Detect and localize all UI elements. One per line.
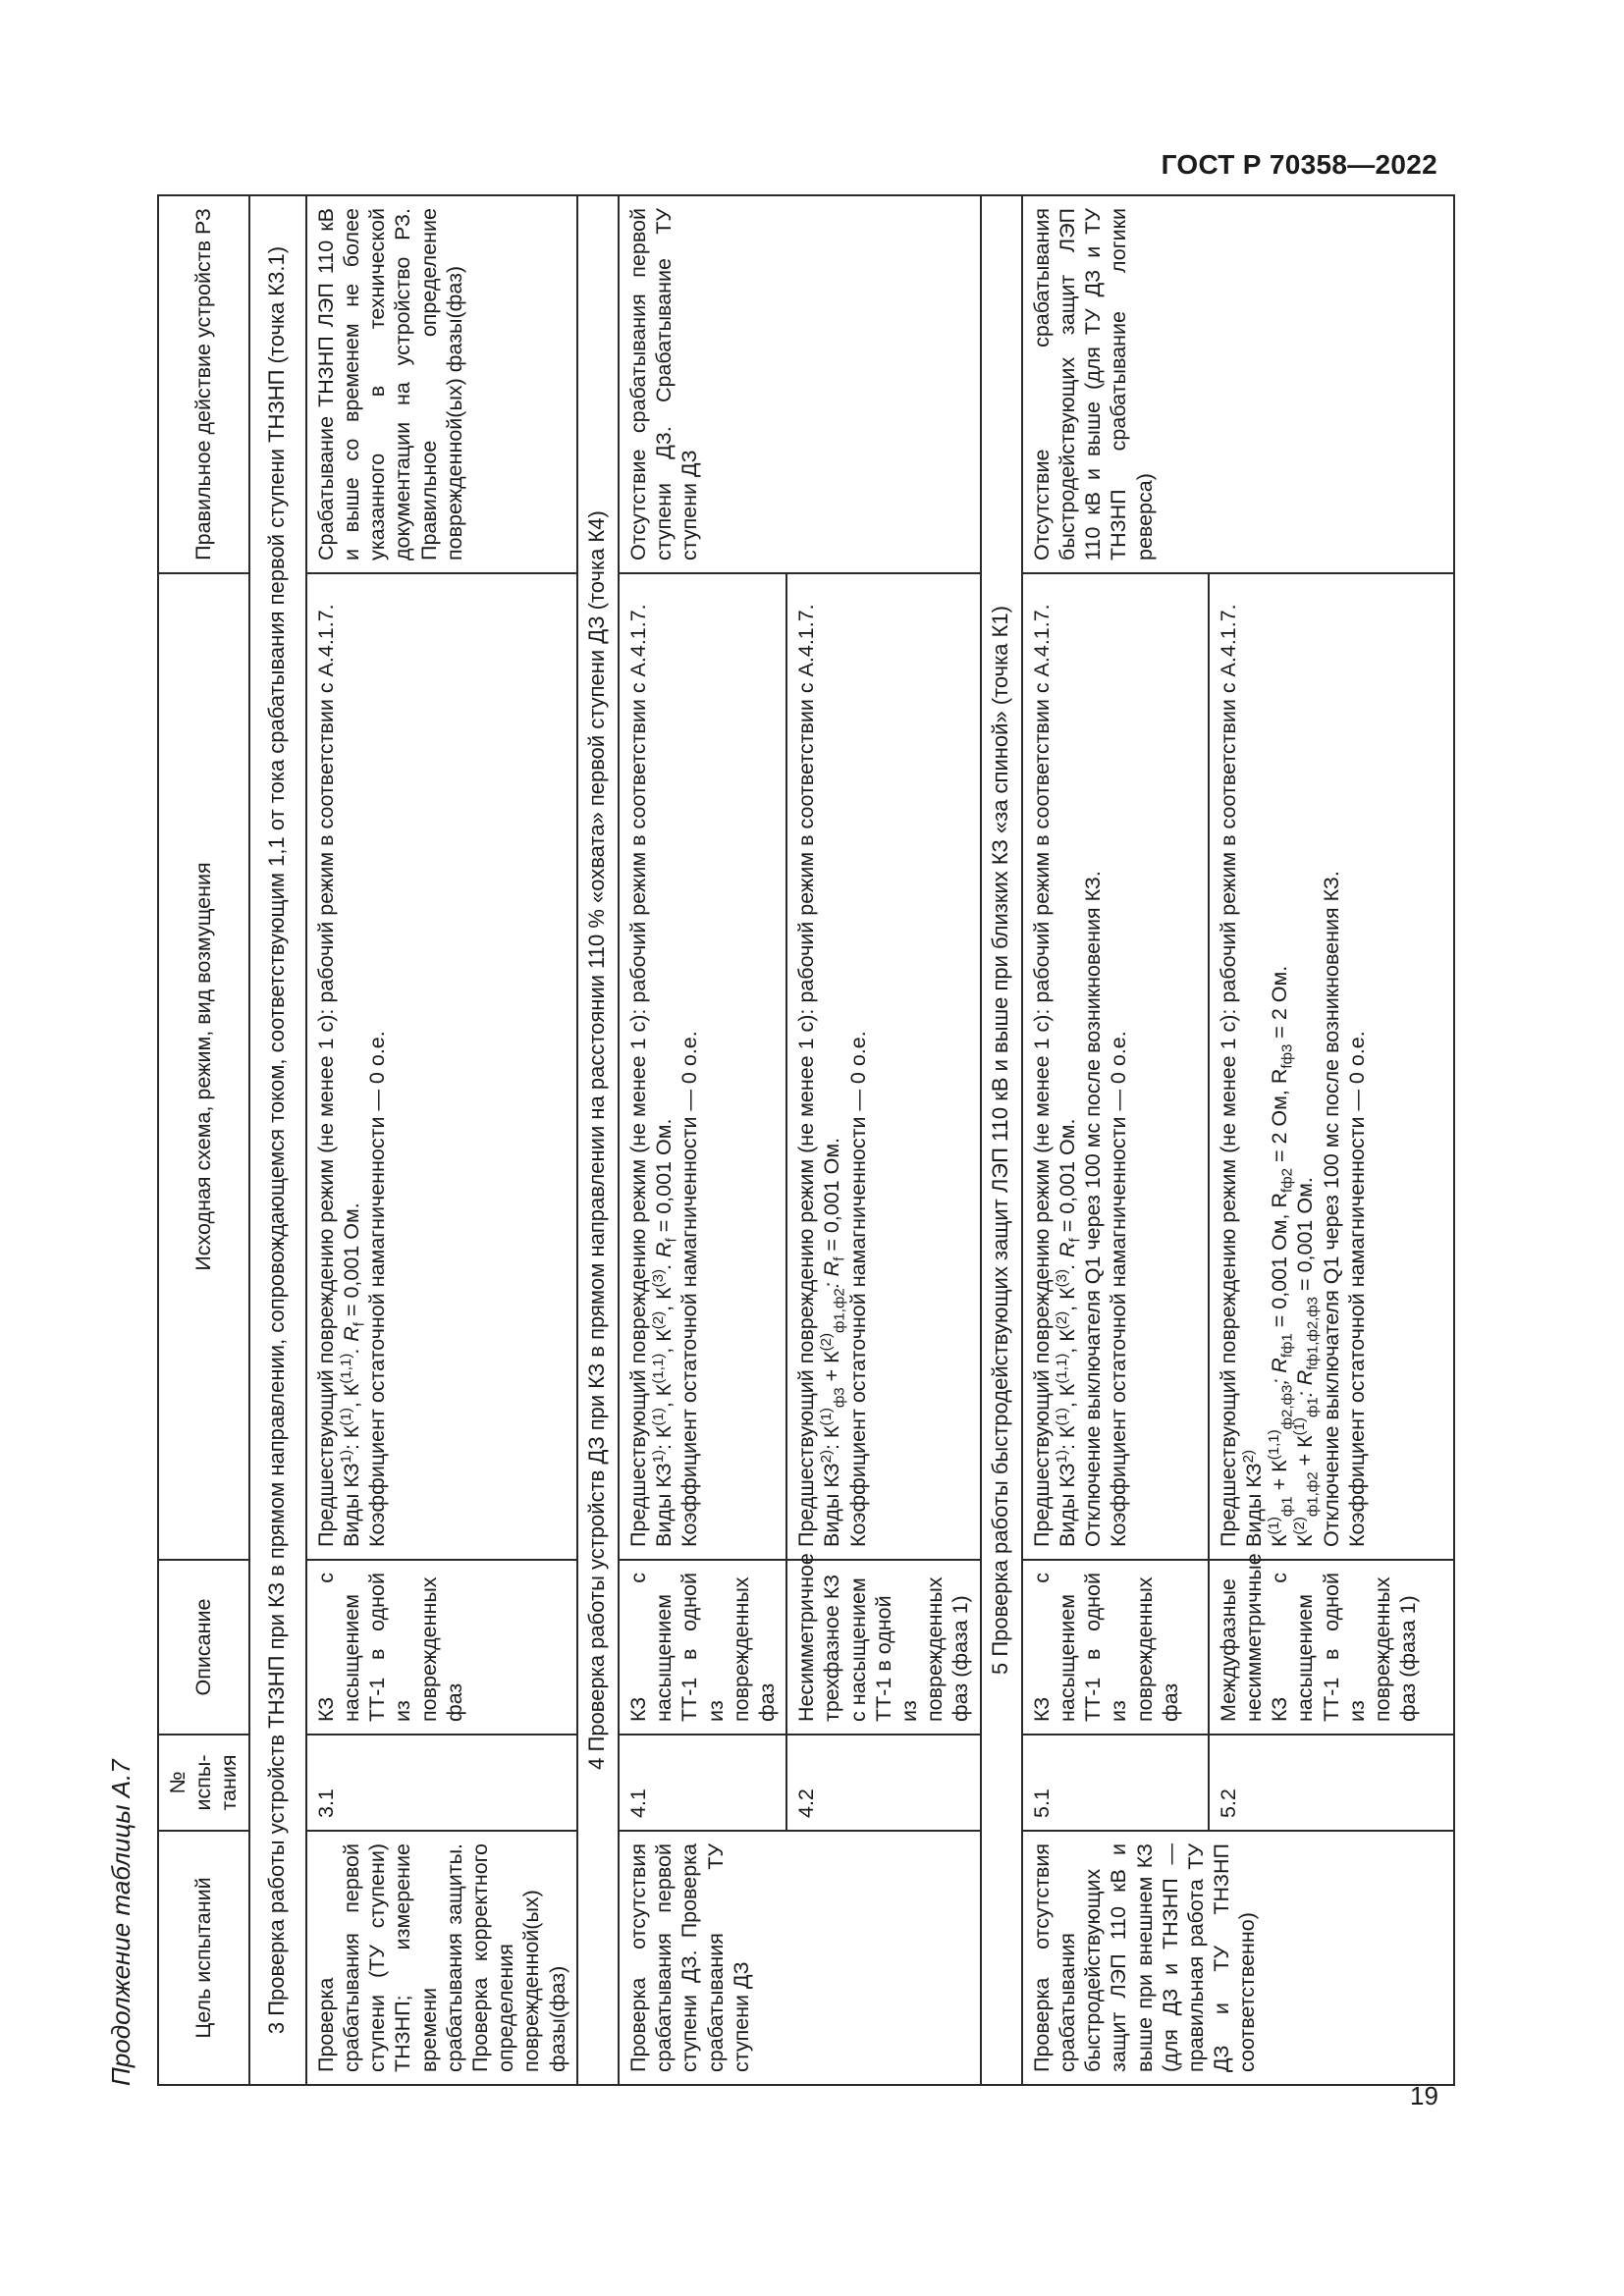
condition-line: Виды КЗ$^{1)}$: $К^{(1)}$, К$^{(1,1)}$. $R_f = 0,001$ Ом. <box>337 1202 368 1547</box>
condition-line: Предшествующий повреждению режим (не менее 1 с): рабочий режим в соответствии с А.4.1.7. <box>625 604 650 1547</box>
rotated-page-content <box>98 196 1434 2086</box>
page-number: 19 <box>1410 2081 1438 2110</box>
col-header-expected-action: Правильное действие устройств РЗ <box>158 195 249 573</box>
condition-line: Виды КЗ$^{2)}$ <box>1239 1450 1266 1547</box>
purpose-cell: Проверка отсутствия срабатывания быстродействующих защит ЛЭП 110 кВ и выше при внешнем КЗ (для ДЗ и ТНЗНП — правильная работа ТУ ДЗ и ТУ ТНЗНП соответственно) <box>1022 1831 1454 2085</box>
table-row <box>1022 195 1209 2085</box>
test-table <box>157 194 1455 2086</box>
condition-line: Виды КЗ$^{1)}$: $К^{(1)}$, К$^{(1,1)}$, $К^{(2)}$, $К^{(3)}$. $R_f = 0,001$ Ом. <box>1053 1118 1084 1547</box>
condition-line: Коэффициент остаточной намагниченности — 0 о.е. <box>1344 1031 1369 1547</box>
purpose-cell: Проверка отсутствия срабатывания первой ступени ДЗ. Проверка срабатывания ТУ ступени ДЗ <box>619 1831 981 2085</box>
section-title-4: 4 Проверка работы устройств ДЗ при КЗ в прямом направлении на расстоянии 110 % «охвата» первой ступени ДЗ (точка К4) <box>577 195 619 2085</box>
test-number-cell: 4.1 <box>619 1735 786 1831</box>
expected-action-cell: Отсутствие срабатывания первой ступени ДЗ. Срабатывание ТУ ступени ДЗ <box>619 195 981 573</box>
conditions-cell <box>786 573 981 1560</box>
conditions-cell <box>1209 573 1454 1560</box>
section-title-3: 3 Проверка работы устройств ТНЗНП при КЗ в прямом направлении, сопровождающемся током, соответствующим 1,1 от тока срабатывания первой ступени ТНЗНП (точка К3.1) <box>249 195 306 2085</box>
description-cell: КЗ с насыщением ТТ-1 в одной из поврежденных фаз <box>306 1560 577 1735</box>
condition-line: Коэффициент остаточной намагниченности — 0 о.е. <box>1107 1031 1131 1547</box>
condition-line: Отключение выключателя Q1 через 100 мс после возникновения КЗ. <box>1081 871 1106 1547</box>
conditions-cell <box>1022 573 1209 1560</box>
section-row <box>577 195 619 2085</box>
col-header-purpose: Цель испытаний <box>158 1831 249 2085</box>
table-caption: Продолжение таблицы А.7 <box>106 1759 135 2086</box>
condition-line: Виды КЗ$^{1)}$: $К^{(1)}$, К$^{(1,1)}$, $К^{(2)}$, $К^{(3)}$. $R_f = 0,001$ Ом. <box>649 1118 680 1547</box>
document-code: ГОСТ Р 70358—2022 <box>1161 149 1437 180</box>
section-row <box>981 195 1022 2085</box>
condition-line: Коэффициент остаточной намагниченности — 0 о.е. <box>365 1031 390 1547</box>
condition-line: Коэффициент остаточной намагниченности — 0 о.е. <box>677 1031 702 1547</box>
condition-line: Отключение выключателя Q1 через 100 мс после возникновения КЗ. <box>1319 871 1343 1547</box>
description-cell: КЗ с насыщением ТТ-1 в одной из поврежденных фаз <box>1022 1560 1209 1735</box>
condition-line: $К^{(1)}_{ф1} + К^{(1,1)}_{ф2,ф3}$; $R_{fф1} = 0,001$ Ом, $R_{fф2} = 2$ Ом, $R_{fф3} = 2$ Ом. <box>1265 965 1296 1547</box>
table-row <box>306 195 577 2085</box>
test-number-cell: 4.2 <box>786 1735 981 1831</box>
col-header-description: Описание <box>158 1560 249 1735</box>
conditions-cell <box>306 573 577 1560</box>
condition-line: Виды КЗ$^{2)}$: $К^{(1)}_{ф3} + К^{(2)}_{ф1,ф2}$: $R_f = 0,001$ Ом. <box>818 1137 848 1547</box>
col-header-test-number: № испы-тания <box>158 1735 249 1831</box>
col-header-conditions: Исходная схема, режим, вид возмущения <box>158 573 249 1560</box>
purpose-cell: Проверка срабатывания первой ступени (ТУ ступени) ТНЗНП; измерение времени срабатывания защиты. Проверка корректного определения поврежденной(ых) фазы(фаз) <box>306 1831 577 2085</box>
description-cell: КЗ с насыщением ТТ-1 в одной из поврежденных фаз <box>619 1560 786 1735</box>
condition-line: $К^{(2)}_{ф1,ф2} + К^{(1)}_{ф1}$: $R_{fф1,ф2,ф3} = 0,001$ Ом. <box>1291 1177 1322 1547</box>
condition-line: Предшествующий повреждению режим (не менее 1 с): рабочий режим в соответствии с А.4.1.7. <box>1216 604 1240 1547</box>
test-number-cell: 3.1 <box>306 1735 577 1831</box>
expected-action-cell: Отсутствие срабатывания быстродействующих защит ЛЭП 110 кВ и выше (для ТУ ДЗ и ТУ ТНЗНП срабатывание логики реверса) <box>1022 195 1454 573</box>
condition-line: Коэффициент остаточной намагниченности — 0 о.е. <box>845 1031 870 1547</box>
section-row <box>249 195 306 2085</box>
condition-line: Предшествующий повреждению режим (не менее 1 с): рабочий режим в соответствии с А.4.1.7. <box>313 604 338 1547</box>
description-cell: Несимметричное трехфазное КЗ с насыщением ТТ-1 в одной из поврежденных фаз (фаза 1) <box>786 1560 981 1735</box>
table-header-row <box>158 195 249 2085</box>
description-cell: Междуфазные несимметричные КЗ с насыщением ТТ-1 в одной из поврежденных фаз (фаза 1) <box>1209 1560 1454 1735</box>
test-number-cell: 5.1 <box>1022 1735 1209 1831</box>
condition-line: Предшествующий повреждению режим (не менее 1 с): рабочий режим в соответствии с А.4.1.7. <box>794 604 819 1547</box>
section-title-5: 5 Проверка работы быстродействующих защит ЛЭП 110 кВ и выше при близких КЗ «за спиной» (точка К1) <box>981 195 1022 2085</box>
conditions-cell <box>619 573 786 1560</box>
test-number-cell: 5.2 <box>1209 1735 1454 1831</box>
expected-action-cell: Срабатывание ТНЗНП ЛЭП 110 кВ и выше со временем не более указанного в технической документации на устройство РЗ. Правильное определение поврежденной(ых) фазы(фаз) <box>306 195 577 573</box>
condition-line: Предшествующий повреждению режим (не менее 1 с): рабочий режим в соответствии с А.4.1.7. <box>1029 604 1054 1547</box>
table-row <box>619 195 786 2085</box>
